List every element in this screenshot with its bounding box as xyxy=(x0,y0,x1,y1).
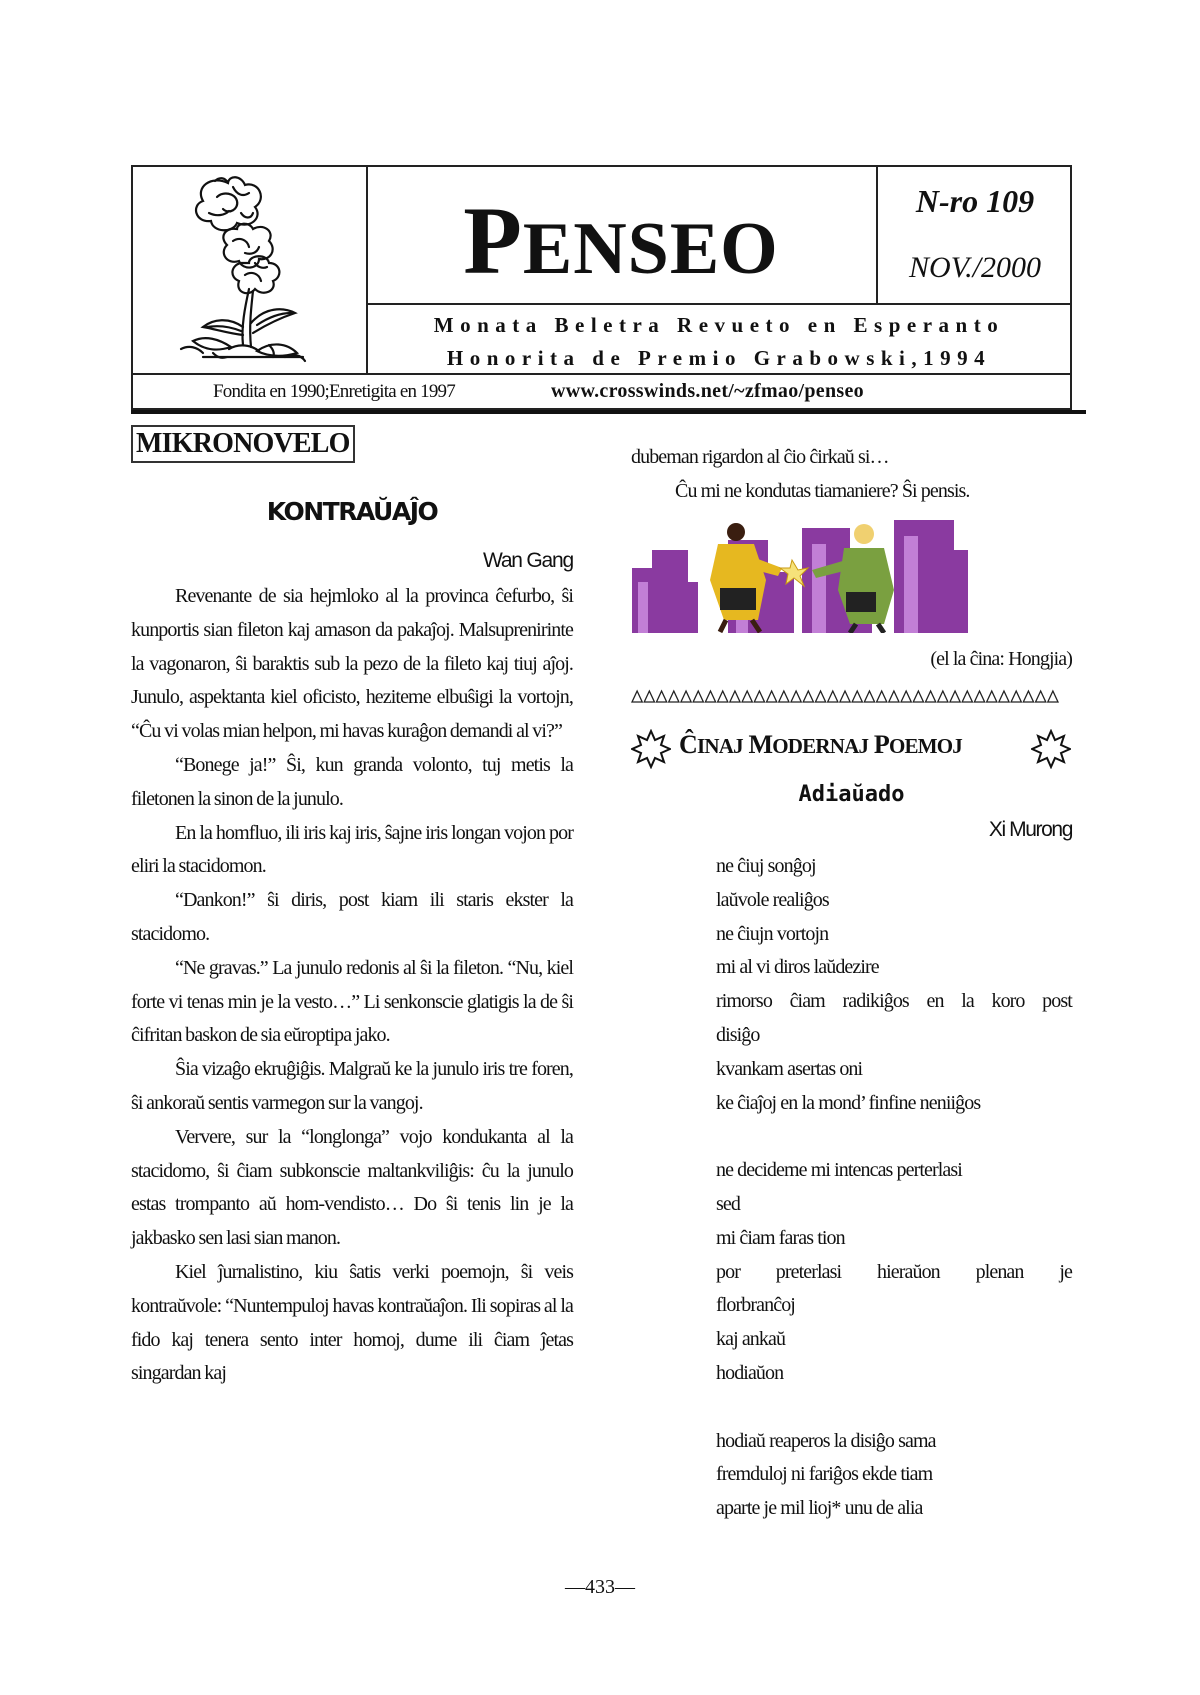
flower-logo-icon xyxy=(133,167,366,373)
poem-line xyxy=(716,1256,1072,1290)
triangle-mark xyxy=(1011,691,1021,702)
story-continuation: Ĉu mi ne kondutas tiamaniere? Ŝi pensis. xyxy=(675,480,970,502)
poem-word: en xyxy=(926,990,944,1013)
poem-word: koro xyxy=(991,990,1025,1013)
story-paragraph: En la homfluo, ili iris kaj iris, ŝajne iris longan vojon por eliri la stacidomon. xyxy=(131,821,573,878)
poem-line: ne decideme mi intencas perterlasi xyxy=(716,1159,962,1182)
triangle-mark xyxy=(828,691,838,702)
triangle-mark xyxy=(779,691,789,702)
issue-cell xyxy=(878,167,1072,305)
section-tag: MIKRONOVELO xyxy=(131,425,355,463)
title-rest: ODERNAJ xyxy=(772,734,869,758)
triangle-mark xyxy=(852,691,862,702)
poem-word: hieraŭon xyxy=(877,1260,940,1283)
page-number: —433— xyxy=(565,1576,635,1598)
logo-cell xyxy=(133,167,368,373)
border-text: ◇◇◇◇◇◇◇◇◇◇◇◇◇◇◇◇◇◇◇◇◇◇◇◇◇◇◇◇◇◇◇◇◇◇◇ xyxy=(631,702,658,703)
triangle-mark xyxy=(962,691,972,702)
story-paragraph: Ververe, sur la “longlonga” vojo kondukanta al la stacidomo, ŝi ĉiam subkonscie maltankviliĝis: ĉu la junulo estas trompanto aŭ hom-vendisto… Do ŝi tenis lin je la jakbasko sen lasi sian manon. xyxy=(131,1125,573,1250)
triangle-mark xyxy=(974,691,984,702)
triangle-border-divider xyxy=(631,688,1059,704)
title-rest: ENSEO xyxy=(522,208,779,290)
magazine-title xyxy=(366,187,876,299)
triangle-mark xyxy=(1048,691,1058,702)
title-initial: Ĉ xyxy=(679,730,697,759)
poem-word: plenan xyxy=(975,1260,1024,1283)
poem-word: rimorso xyxy=(716,990,772,1013)
poem-line: hodiaŭon xyxy=(716,1361,784,1384)
triangle-mark xyxy=(681,691,691,702)
poem-line: disiĝo xyxy=(716,1023,760,1046)
triangle-mark xyxy=(693,691,703,702)
stanza-break xyxy=(716,1120,1072,1154)
poem-body xyxy=(716,850,1072,1526)
poem-line: hodiaŭ reaperos la disiĝo sama xyxy=(716,1429,936,1452)
story-paragraph: Ŝia vizaĝo ekruĝiĝis. Malgraŭ ke la junulo iris tre foren, ŝi ankoraŭ sentis varmegon sur la vangoj. xyxy=(131,1058,573,1114)
poem-word: je xyxy=(1059,1260,1072,1283)
story-paragraph: Revenante de sia hejmloko al la provinca ĉefurbo, ŝi kunportis sian fileton kaj amason da pakaĵoj. Malsuprenirinte la vagonaron, ŝi baraktis sub la pezo de la fileto kaj tiuj aĵoj. Junulo, aspektanta kiel oficisto, heziteme elbuŝigi la vortojn, “Ĉu vi volas mian helpon, mi havas kuraĝon demandi al vi?” xyxy=(131,585,573,743)
poem-word: por xyxy=(716,1260,740,1283)
triangle-mark xyxy=(754,691,764,702)
poem-line: laŭvole realiĝos xyxy=(716,888,829,911)
poem-word: preterlasi xyxy=(775,1260,842,1283)
poem-word: ĉiam xyxy=(789,990,825,1013)
handshake-illustration-icon xyxy=(632,520,968,633)
triangle-mark xyxy=(987,691,997,702)
poem-line: kaj ankaŭ xyxy=(716,1328,786,1351)
title-rest: OEMOJ xyxy=(888,734,962,758)
triangle-mark xyxy=(1036,691,1046,702)
triangle-mark xyxy=(925,691,935,702)
issue-date: NOV./2000 xyxy=(909,251,1041,284)
story-paragraph: “Dankon!” ŝi diris, post kiam ili staris ekster la stacidomo. xyxy=(131,889,573,945)
masthead xyxy=(131,165,1072,410)
triangle-mark xyxy=(632,691,642,702)
poem-line: fremduloj ni fariĝos ekde tiam xyxy=(716,1463,933,1486)
illustration-caption: (el la ĉina: Hongjia) xyxy=(930,648,1072,670)
poem-word: la xyxy=(961,990,974,1013)
poem-line: ke ĉiaĵoj en la mond’ finfine neniiĝos xyxy=(716,1091,981,1114)
triangle-mark xyxy=(742,691,752,702)
poem-word: post xyxy=(1042,990,1072,1013)
stanza-break xyxy=(716,1391,1072,1425)
triangle-mark xyxy=(730,691,740,702)
title-initial: P xyxy=(463,187,523,294)
triangle-mark xyxy=(913,691,923,702)
story-author: Wan Gang xyxy=(482,549,573,572)
poem-title: Adiaŭado xyxy=(798,782,905,807)
subtitle-line-1: Monata Beletra Revueto en Esperanto xyxy=(433,313,1005,337)
triangle-mark xyxy=(767,691,777,702)
title-initial: P xyxy=(873,730,889,759)
poems-section-title xyxy=(679,730,962,760)
title-cell xyxy=(366,167,878,305)
poem-line: kvankam asertas oni xyxy=(716,1057,863,1080)
triangle-mark xyxy=(950,691,960,702)
subtitle-line-2: Honorita de Premio Grabowski,1994 xyxy=(446,346,992,370)
triangle-mark xyxy=(815,691,825,702)
poem-line: mi al vi diros laŭdezire xyxy=(716,956,879,979)
story-continuation: dubeman rigardon al ĉio ĉirkaŭ si… xyxy=(631,446,889,468)
founded-note: Fondita en 1990;Enretigita en 1997 xyxy=(213,381,455,402)
triangle-mark xyxy=(718,691,728,702)
starburst-icon xyxy=(1031,729,1071,769)
triangle-mark xyxy=(877,691,887,702)
triangle-mark xyxy=(938,691,948,702)
poem-line: aparte je mil lioj* unu de alia xyxy=(716,1497,923,1520)
poem-word: radikiĝos xyxy=(842,990,909,1013)
triangle-mark xyxy=(889,691,899,702)
story-paragraph: “Ne gravas.” La junulo redonis al ŝi la fileton. “Nu, kiel forte vi tenas min je la vesto…” Li senkonscie glatigis la de ŝi ĉifritan baskon de sia eŭroptipa jako. xyxy=(131,956,573,1047)
starburst-icon xyxy=(631,729,671,769)
subtitle-cell xyxy=(366,305,1072,373)
poem-line: ne ĉiujn vortojn xyxy=(716,922,829,945)
story-body xyxy=(131,580,573,1391)
title-rest: INAJ xyxy=(696,734,743,758)
poem-line: ne ĉiuj sonĝoj xyxy=(716,855,816,877)
triangle-mark xyxy=(705,691,715,702)
poem-author: Xi Murong xyxy=(988,818,1072,841)
triangle-mark xyxy=(999,691,1009,702)
story-title: KONTRAŬAĴO xyxy=(266,497,438,526)
poem-line: mi ĉiam faras tion xyxy=(716,1226,845,1249)
poem-line xyxy=(716,985,1072,1019)
triangle-mark xyxy=(644,691,654,702)
masthead-footer xyxy=(133,373,1070,410)
triangle-mark xyxy=(901,691,911,702)
triangle-mark xyxy=(669,691,679,702)
triangle-mark xyxy=(656,691,666,702)
poem-line: sed xyxy=(716,1192,740,1215)
triangle-mark xyxy=(791,691,801,702)
poem-line: florbranĉoj xyxy=(716,1294,795,1317)
issue-number: N-ro 109 xyxy=(915,183,1035,219)
masthead-rule xyxy=(131,410,1086,414)
story-paragraph: “Bonege ja!” Ŝi, kun granda volonto, tuj metis la filetonen la sinon de la junulo. xyxy=(131,753,573,810)
website-url[interactable]: www.crosswinds.net/~zfmao/penseo xyxy=(551,380,864,402)
title-initial: M xyxy=(748,730,773,759)
poems-section-heading xyxy=(631,727,1072,771)
story-paragraph: Kiel ĵurnalistino, kiu ŝatis verki poemojn, ŝi veis kontraŭvole: “Nuntempuloj havas kontraŭaĵon. Ili sopiras al la fido kaj tenera sento inter homoj, dume ili ĉiam ĵetas singardan kaj xyxy=(131,1260,573,1385)
triangle-mark xyxy=(803,691,813,702)
triangle-mark xyxy=(864,691,874,702)
triangle-mark xyxy=(840,691,850,702)
triangle-mark xyxy=(1023,691,1033,702)
